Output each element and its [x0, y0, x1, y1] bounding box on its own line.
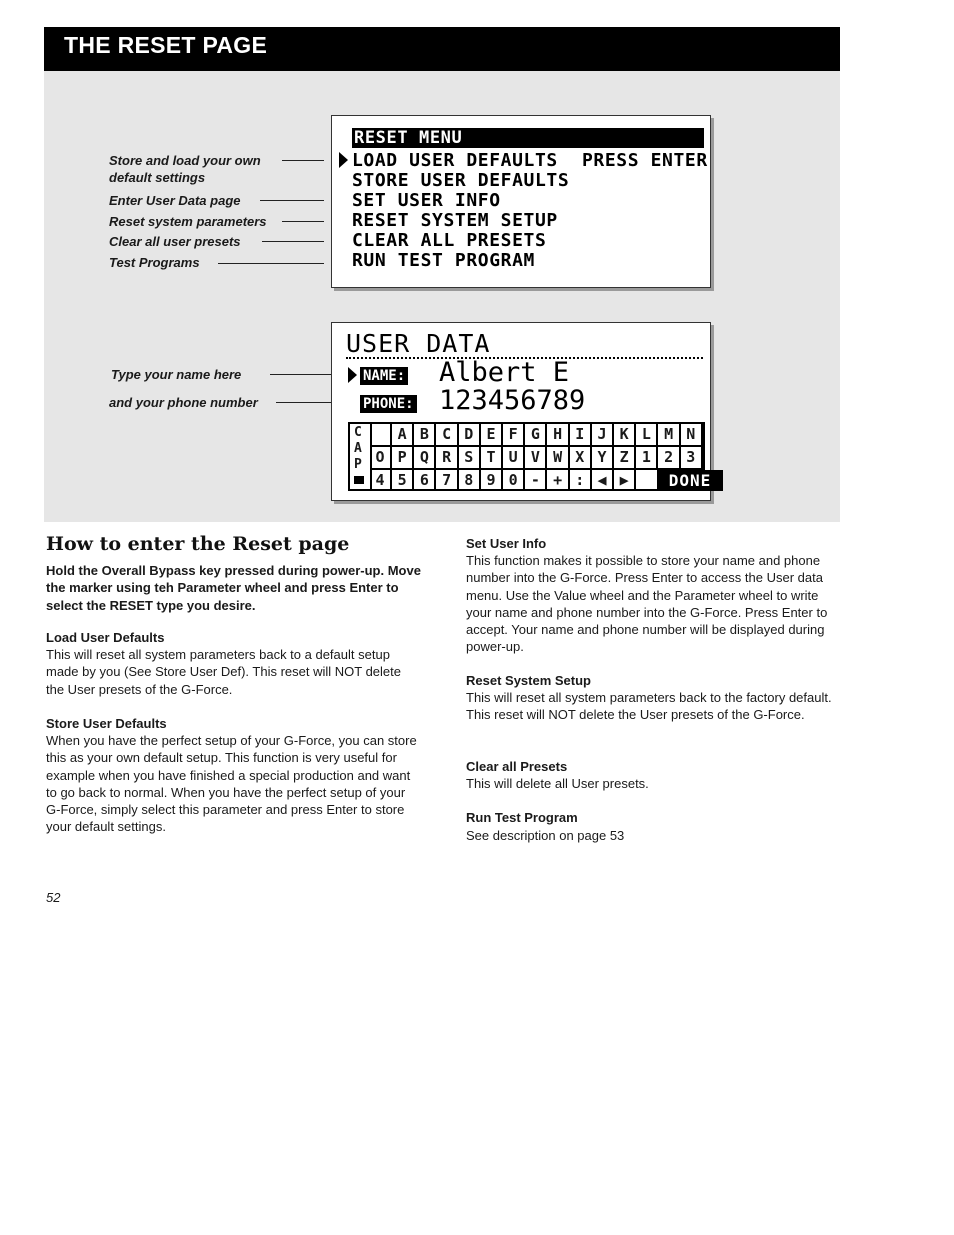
keyboard-key[interactable]: +	[548, 470, 570, 491]
user-data-title: USER DATA	[346, 329, 491, 358]
keyboard-key[interactable]: 1	[636, 447, 658, 468]
keyboard-key[interactable]: I	[570, 424, 592, 445]
callout-clear-presets: Clear all user presets	[109, 234, 241, 249]
run-test-program-text: See description on page 53	[466, 828, 625, 843]
user-data-display	[331, 322, 711, 501]
callout-user-data: Enter User Data page	[109, 193, 241, 208]
set-user-info-title: Set User Info	[466, 536, 547, 551]
name-input[interactable]: Albert E	[439, 357, 570, 388]
keyboard-key[interactable]: E	[481, 424, 503, 445]
keyboard-key[interactable]: 7	[437, 470, 459, 491]
store-user-defaults-title: Store User Defaults	[46, 716, 167, 731]
keyboard-key[interactable]: T	[481, 447, 503, 468]
keyboard-key[interactable]: J	[592, 424, 614, 445]
phone-label: PHONE:	[360, 395, 417, 413]
keyboard-key[interactable]: M	[659, 424, 681, 445]
page-title-bar	[44, 27, 840, 71]
menu-item-reset-system-setup[interactable]: RESET SYSTEM SETUP	[352, 210, 558, 231]
keyboard-key[interactable]: F	[503, 424, 525, 445]
phone-input[interactable]: 123456789	[439, 385, 586, 416]
selection-marker-icon	[348, 367, 357, 383]
keyboard-key[interactable]: V	[525, 447, 547, 468]
keyboard-key[interactable]: L	[636, 424, 658, 445]
leader-line	[260, 200, 324, 201]
section-heading: How to enter the Reset page	[46, 533, 350, 555]
keyboard-key[interactable]: D	[459, 424, 481, 445]
keyboard-key[interactable]: ▶	[614, 470, 636, 491]
intro-text: Hold the Overall Bypass key pressed during power-up. Move the marker using teh Parameter wheel and press Enter to select the RESET type you desire.	[46, 563, 421, 613]
keyboard-key[interactable]: C	[437, 424, 459, 445]
selection-marker-icon	[339, 152, 348, 168]
callout-test-programs: Test Programs	[109, 255, 200, 270]
keyboard-key[interactable]: K	[614, 424, 636, 445]
reset-menu-display	[331, 115, 711, 288]
keyboard-key[interactable]: O	[370, 447, 392, 468]
keyboard-key[interactable]: Q	[414, 447, 436, 468]
keyboard-key[interactable]: A	[392, 424, 414, 445]
leader-line	[282, 221, 324, 222]
keyboard-key[interactable]: G	[525, 424, 547, 445]
leader-line	[218, 263, 324, 264]
reset-menu-header-text: RESET MENU	[354, 128, 463, 148]
caps-letter: C	[354, 425, 362, 440]
callout-store-load: Store and load your own default settings	[109, 153, 261, 185]
keyboard-key[interactable]: Y	[592, 447, 614, 468]
keyboard-key[interactable]: 8	[459, 470, 481, 491]
callout-phone-number: and your phone number	[109, 395, 258, 410]
store-user-defaults-text: When you have the perfect setup of your G-Force, you can store this as your own default setup. This function is very useful for example when you have finished a special production and want to go back to normal. When you have the perfect setup of your G-Force, simply select this parameter and press Enter to store your default settings.	[46, 733, 417, 835]
keyboard-key[interactable]: 0	[503, 470, 525, 491]
callout-reset-system: Reset system parameters	[109, 214, 267, 229]
keyboard-key[interactable]: R	[437, 447, 459, 468]
clear-all-presets-text: This will delete all User presets.	[466, 776, 649, 791]
keyboard-key[interactable]	[370, 424, 392, 445]
keyboard-key[interactable]: W	[548, 447, 570, 468]
menu-item-store-user-defaults[interactable]: STORE USER DEFAULTS	[352, 170, 570, 191]
set-user-info-text: This function makes it possible to store your name and phone number into the G-Force. Press Enter to access the User data menu. Use the Value wheel and the Parameter wheel to write your name and phone number into the G-Force. Press Enter to accept. Your name and phone number will be displayed during power-up.	[466, 553, 828, 655]
caps-indicator-icon	[354, 476, 364, 484]
keyboard-key[interactable]: B	[414, 424, 436, 445]
menu-item-set-user-info[interactable]: SET USER INFO	[352, 190, 501, 211]
reset-system-setup-title: Reset System Setup	[466, 673, 591, 688]
character-keyboard	[348, 422, 712, 491]
keyboard-key[interactable]: 6	[414, 470, 436, 491]
keyboard-key[interactable]: :	[570, 470, 592, 491]
reset-menu-header	[352, 128, 704, 148]
keyboard-key[interactable]: Z	[614, 447, 636, 468]
caps-letter: P	[354, 457, 362, 472]
run-test-program-title: Run Test Program	[466, 810, 578, 825]
keyboard-key[interactable]: N	[681, 424, 703, 445]
keyboard-key[interactable]: S	[459, 447, 481, 468]
load-user-defaults-title: Load User Defaults	[46, 630, 165, 645]
keyboard-key[interactable]: H	[548, 424, 570, 445]
load-user-defaults-text: This will reset all system parameters back to a default setup made by you (See Store User Def). This reset will NOT delete the User presets of the G-Force.	[46, 647, 401, 697]
menu-item-run-test-program[interactable]: RUN TEST PROGRAM	[352, 250, 535, 271]
leader-line	[282, 160, 324, 161]
keyboard-key[interactable]: 2	[659, 447, 681, 468]
name-label: NAME:	[360, 367, 408, 385]
keyboard-key[interactable]: U	[503, 447, 525, 468]
keyboard-key[interactable]: 9	[481, 470, 503, 491]
caps-letter: A	[354, 441, 362, 456]
leader-line	[262, 241, 324, 242]
keyboard-key[interactable]: 5	[392, 470, 414, 491]
keyboard-key[interactable]: 4	[370, 470, 392, 491]
callout-type-name: Type your name here	[111, 367, 242, 382]
page-number: 52	[46, 890, 61, 905]
clear-all-presets-title: Clear all Presets	[466, 759, 568, 774]
reset-system-setup-text: This will reset all system parameters back to the factory default. This reset will NOT delete the User presets of the G-Force.	[466, 690, 832, 723]
caps-key[interactable]	[350, 424, 372, 489]
keyboard-key[interactable]: -	[525, 470, 547, 491]
keyboard-key[interactable]: P	[392, 447, 414, 468]
menu-item-clear-all-presets[interactable]: CLEAR ALL PRESETS	[352, 230, 547, 251]
press-enter-hint: PRESS ENTER	[582, 150, 708, 171]
menu-item-load-user-defaults[interactable]: LOAD USER DEFAULTS	[352, 150, 558, 171]
done-button[interactable]: DONE	[657, 470, 723, 491]
keyboard-key[interactable]: ◀	[592, 470, 614, 491]
keyboard-key[interactable]: X	[570, 447, 592, 468]
keyboard-key[interactable]: 3	[681, 447, 703, 468]
page-title: THE RESET PAGE	[64, 32, 268, 58]
